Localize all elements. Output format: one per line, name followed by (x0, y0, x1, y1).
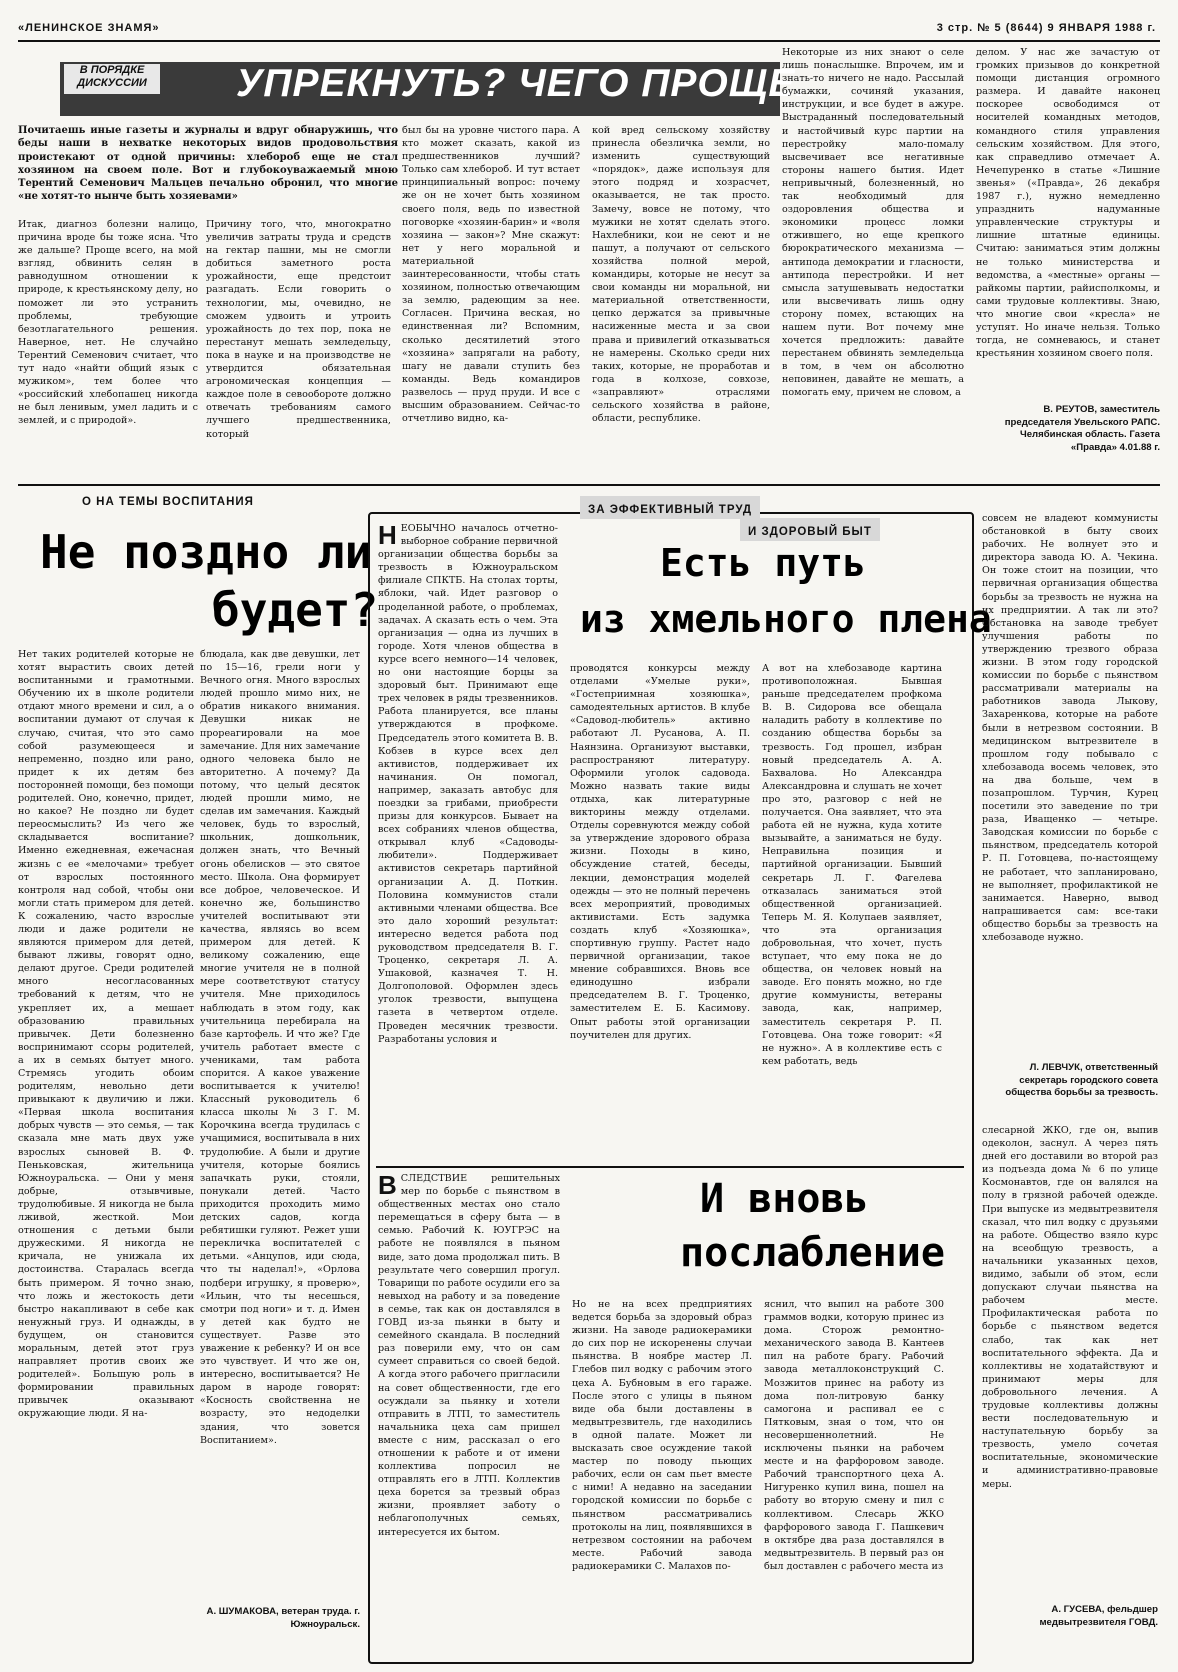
article3-column-1 (378, 522, 558, 1162)
article3-signature: Л. ЛЕВЧУК, ответственный секретарь городского совета общества борьбы за трезвость. (1005, 1062, 1158, 1098)
article2-column-1: Нет таких родителей которые не хотят вырастить своих детей воспитанными и грамотными. Обучению их в школе родители отдают много времени и сил, а о воспитании думают от случая к случаю, считая, что это само собой разумеющееся и непременно, поздно или рано, придет к их детям без посторонней помощи, без помощи родителей. Оно, конечно, придет, но какое? Не поздно ли будет переосмыслить? Из чего же складывается воспитание? Именно ежедневная, ежечасная жизнь с ее «мелочами» требует от взрослых постоянного контроля над собой, чтобы они могли стать примером для детей. К сожалению, часто взрослые люди и даже родители не являются примером для детей, бывают лживы, говорят одно, делают другое. Среди родителей много несогласованных требований к детям, что не укрепляет их, а мешает образованию правильных привычек. Дети болезненно воспринимают ссоры родителей, а их в семьях бытует много. Стремясь угодить обоим родителям, невольно дети привыкают к двуличию и лжи. «Первая школа воспитания добрых чувств — это семья, — так сказала мне мать двух уже взрослых сыновей В. Ф. Пеньковская, жительница Южноуральска. — Они у меня добрые, отзывчивые, трудолюбивые. Я никогда не была лживой, жесткой. Мои отношения с детьми были дружескими. Я никогда не кричала, не унижала их достоинства. Старалась всегда быть примером. Я точно знаю, что ложь и жестокость дети быстро накапливают в себе как ненужный груз. И однажды, в будущем, он становится моральным, детей этот груз направляет против своих же родителей». Большую роль в формировании правильных привычек оказывают окружающие люди. Я на- (18, 649, 194, 1420)
article1-column-2: Причину того, что, многократно увеличив затраты труда и средств на гектар пашни, мы не смогли добиться заметного роста урожайности, еще предстоит разгадать. Если говорить о технологии, мы, очевидно, не сможем удвоить и утроить урожайность до тех пор, пока не перестанут мешать земледельцу, пока в науке и на производстве не утвердится обязательная агрономическая концепция — каждое поле в севообороте должно отвечать требованиям самого лучшего предшественника, который (206, 219, 391, 440)
dropcap-n: Н (378, 522, 397, 550)
article4-column-3: яснил, что выпил на работе 300 граммов водки, которую принес из дома. Сторож ремонтно-механического завода В. Кантеев пил на работе брагу. Рабочий завода металлоконструкций С. Мозжитов принес на работу из дома пол-литровую банку самогона и распивал ее с Пятковым, зная о том, что он несовершеннолетний. Не исключены пьянки на рабочем месте и на фарфоровом заводе. Рабочий транспортного цеха А. Нигуренко купил вина, пошел на работу во вторую смену и пил с коллективом. Слесарь ЖКО фарфорового завода Г. Пашкевич в октябре два раза доставлялся в медвытрезвитель. В первый раз он был доставлен с рабочего места из (764, 1299, 944, 1572)
article3-column-4: совсем не владеют коммунисты обстановкой в быту своих рабочих. Не волнует это и директора завода Ю. А. Чекина. Он тоже стоит на позиции, что первичная организация общества борьбы за трезвость не нужна на их предприятии. А так ли это? Обстановка на заводе требует улучшения работы по утверждению трезвого образа жизни. В этом году городской комиссии по борьбе с пьянством рассматривали материалы на работников завода Лыкову, Захаренкова, которые на работе были в нетрезвом состоянии. В медицинском вытрезвителе в прошлом году побывало с хлебозавода восемь человек, это на два больше, чем в позапрошлом. Турчин, Курец посетили это заведение по три раза, Иващенко — четыре. Заводская комиссии по борьбе с пьянством, председатель которой Р. П. Готовцева, по-настоящему не работает, что запланировано, не выполняет, профилактикой не занимается. Наверно, вывод напрашивается сам: все-таки общество борьбы за трезвость на хлебозаводе нужно. (982, 513, 1158, 943)
education-rubric: О НА ТЕМЫ ВОСПИТАНИЯ (82, 496, 254, 508)
article4-title-line1: И вновь (700, 1176, 869, 1222)
article2-title-line2: будет? (212, 583, 379, 637)
dropcap-v: В (378, 1172, 397, 1200)
article1-title: УПРЕКНУТЬ? ЧЕГО ПРОЩЕ... (236, 62, 831, 105)
article2-signature: А. ШУМАКОВА, ветеран труда. г. Южноуральск. (206, 1606, 360, 1630)
rubric-b-text: И ЗДОРОВЫЙ БЫТ (748, 526, 872, 538)
issue-info: 3 стр. № 5 (8644) 9 ЯНВАРЯ 1988 г. (936, 22, 1156, 34)
sobriety-rubric-a (580, 496, 760, 519)
top-rule (18, 40, 1160, 42)
article4-title-line2: послабление (680, 1230, 945, 1276)
article1-signature: В. РЕУТОВ, заместитель председателя Увельского РАПС. Челябинская область. Газета «Правда» 4.01.88 г. (1004, 404, 1160, 453)
article2-column-2: блюдала, как две девушки, лет по 15—16, грели ноги у Вечного огня. Много взрослых людей прошло мимо них, не обратив никакого внимания. Девушки никак не прореагировали на мое замечание. Для них замечание одного человека было не авторитетно. А почему? Да потому, что целый десяток людей прошли мимо, не сделав им замечания. Каждый человек, будь то взрослый, школьник, дошкольник, должен знать, что Вечный огонь обелисков — это святое место. Школа. Она формирует все доброе, человеческое. И конечно же, большинство учителей воспитывают эти качества, являясь во всем примером для детей. К великому сожалению, еще многие учителя не в полной мере соответствуют статусу учителя. Мне приходилось наблюдать в этом году, как учительница перебирала на базе картофель. И что же? Где учитель работает вместе с учениками, там работа спорится. А какое уважение воспитывается к учителю! Классный руководитель 6 класса школы № 3 Г. М. Корочкина всегда трудилась с учащимися, воспитывала в них трудолюбие. А были и другие учителя, которые боялись запачкать руки, стояли, понукали детей. Часто приходится проходить мимо детских садов, когда ребятишки гуляют. Режет уши перекличка воспитателей с детьми. «Анцупов, иди сюда, что ты наделал!», «Орлова подбери игрушку, я проверю», «Ильин, что ты несешься, смотри под ноги» и т. д. Имен у детей как будто не существует. Разве это уважение к ребенку? И он все это чувствует. И что же он, интересно, воспитывается? Не даром в народе говорят: «Косность свойственна не возрасту, это недоделки здания, что зовется Воспитанием». (200, 649, 360, 1446)
article2-title-line1: Не поздно ли (40, 525, 373, 579)
article4-column-1 (378, 1172, 560, 1652)
article1-lead: Почитаешь иные газеты и журналы и вдруг обнаружишь, что беды наши в нехватке некоторых видов продовольствия проистекают от одной причины: хлебороб еще не стал хозяином на своем поле. Вот и глубокоуважаемый мною Терентий Семенович Мальцев печально обронил, что многие «не хотят-то нынче быть хозяевами» (18, 125, 398, 203)
sobriety-rubric-b (740, 518, 880, 541)
article1-column-4: кой вред сельскому хозяйству принесла обезличка земли, но изменить существующий «порядок», даже используя для этого подряд и хозрасчет, оказывается, не так просто. Замечу, вовсе не потому, что мужики не хотят сделать этого. Нахлебники, кои не сеют и не пашут, а получают от сельского хозяйства полной мерой, командиры, которые не несут за свои команды ни моральной, ни материальной ответственности, цепко держатся за привычные насиженные места и за свои права и привилегий отказываться не намерены. Сколько среди них таких, которые, не проработав и года в колхозе, совхозе, «заправляют» отраслями сельского хозяйства в районе, области, республике. (592, 125, 770, 425)
article3-column-2: проводятся конкурсы между отделами «Умелые руки», «Гостеприимная хозяюшка», самодеятельных артистов. В клубе «Садовод-любитель» активно работают Л. Русанова, А. П. Наянзина. Организуют выставки, распространяют литературу. Оформили уголок садовода. Можно назвать такие виды отдыха, как литературные викторины между отделами. Отделы соревнуются между собой за утверждение здорового образа жизни. Походы в кино, обсуждение статей, беседы, лекции, демонстрация моделей одежды — это не полный перечень всех мероприятий, проводимых активистами. Есть задумка создать клуб «Хозяюшка», спортивную группу. Растет надо первичной организации, такое мнение собравшихся. Вновь все единодушно избрали председателем В. Г. Троценко, заместителем Е. Б. Касимову. Опыт работы этой организации поучителен для других. (570, 663, 750, 1041)
article3-title-line1: Есть путь (660, 541, 866, 585)
discussion-rubric: В ПОРЯДКЕ ДИСКУССИИ (64, 64, 160, 94)
article1-column-5: Некоторые из них знают о селе лишь понаслышке. Впрочем, им и знать-то ничего не надо. Рассылай бумажки, сочиняй указания, инструкции, и все будет в ажуре. Выстраданный последовательный и настойчивый курс партии на перестройку мало-помалу высвечивает все негативные стороны нашего бытия. Идет непривычный, болезненный, но так необходимый для оздоровления общества и экономики процесс ломки отжившего, но еще крепкого бюрократического механизма — антипода демократии и гласности, антипода перестройки. И нет смысла затушевывать недостатки или высвечивать лишь одну сторону помех, встающих на нашем пути. Вот почему мне хочется предложить: давайте перестанем обвинять земледельца в том, в чем он абсолютно неповинен, давайте не мешать, а помогать ему, причем не словом, а (782, 47, 964, 399)
rubric-a-text: ЗА ЭФФЕКТИВНЫЙ ТРУД (588, 504, 753, 516)
article1-column-6: делом. У нас же зачастую от громких призывов до конкретной помощи дистанция огромного размера. И давайте наконец поскорее освободимся от носителей командных методов, командного стиля управления сельским хозяйством. Для этого, как справедливо отмечает А. Нечепуренко в статье «Лишние звенья» («Правда», 26 декабря 1987 г.), нужно немедленно упразднить надуманные управленческие структуры и лишние штатные единицы. Считаю: заниматься этим должны не только министерства и ведомства, а «местные» органы — райкомы партии, райисполкомы, и сами трудовые коллективы. Знаю, что многие свои «кресла» не уступят. Но иначе нельзя. Только тогда, не сомневаюсь, и станет крестьянин хозяином своего поля. (976, 47, 1160, 360)
article4-column-4: слесарной ЖКО, где он, выпив одеколон, заснул. А через пять дней его доставили во второй раз из подъезда дома № 6 по улице Космонавтов, где он валялся на полу в грязной рабочей одежде. При выпуске из медвытрезвителя сказал, что пил водку с друзьями на работе. Общество взяло курс на всеобщую трезвость, а начальники указанных цехов, видимо, забыли об этом, если допускают случаи пьянства на рабочем месте. Профилактическая работа по борьбе с пьянством ведется слабо, так как нет воспитательного эффекта. Да и коллективы не ходатайствуют и принимают меры для добровольного лечения. А трудовые коллективы должны вести последовательную и наступательную борьбу за трезвость, умело сочетая воспитательные, экономические и административно-правовые меры. (982, 1125, 1158, 1490)
newspaper-name: «ЛЕНИНСКОЕ ЗНАМЯ» (18, 22, 160, 34)
article4-signature: А. ГУСЕВА, фельдшер медвытрезвителя ГОВД. (1039, 1604, 1158, 1628)
article4-column-1-text: СЛЕДСТВИЕ решительных мер по борьбе с пьянством в общественных местах оно стало перемещаться в сферу быта — в семью. Рабочий К. ЮУГРЭС на работе не появлялся в пьяном виде, зато дома продолжал пить. В результате чего совершил прогул. Товарищи по работе осудили его за невыход на работу и за поведение в семье, так как он доставлялся в ГОВД из-за пьянки в быту и семейного скандала. В последний раз поверили ему, что он сам сумеет справиться со своей бедой. А когда этого рабочего пригласили на совет общественности, где его осуждали за пьянку и хотели отправить в ЛТП, то заместитель начальника цеха сам пришел вместе с ним, рассказал о его отношении к работе и от имени коллектива попросил не отправлять его в ЛТП. Коллектив цеха борется за трезвый образ жизни, проявляет заботу о неблагополучных семьях, интересуется их бытом. (378, 1173, 560, 1538)
article4-column-2: Но не на всех предприятиях ведется борьба за здоровый образ жизни. На заводе радиокерамики до сих пор не искоренены случаи пьянства. В ноябре мастер Л. Глебов пил водку с рабочим этого цеха А. Бубновым в его гараже. После этого с улицы в пьяном виде оба были доставлены в медвытрезвитель, где находились в одной палате. Может ли высказать свое осуждение такой мастер по поводу пьющих рабочих, если он сам пьет вместе с ними! А недавно на заседании городской комиссии по борьбе с пьянством рассматривались протоколы на лиц, появлявшихся в нетрезвом состоянии на рабочем месте. Рабочий завода радиокерамики С. Малахов по- (572, 1299, 752, 1572)
article1-column-1: Итак, диагноз болезни налицо, причина вроде бы тоже ясна. Что же дальше? Проще всего, на мой взгляд, обвинить селян в равнодушном отношении к природе, к крестьянскому делу, но поможет ли это устранить проблемы, требующие безотлагательного решения. Наверное, нет. Не случайно Терентий Семенович считает, что тут надо «найти общий язык с мужиком», тем более что «российский хлебопашец никогда не был ленивым, умел ладить и с землей, и с природой». (18, 219, 198, 427)
article3-title-line2: из хмельного плена (580, 597, 992, 641)
inner-divider (376, 1166, 964, 1168)
article3-column-1-text: ЕОБЫЧНО началось отчетно-выборное собрание первичной организации общества борьбы за трезвость в Южноуральском филиале СПКТБ. На столах торты, яблоки, чай. Идет разговор о проделанной работе, о проблемах, задачах. А сказать есть о чем. Эта организация — одна из лучших в городе. Хотя членов общества в курсе всего немного—14 человек, но они настоящие борцы за здоровый быт. Принимают еще трех человек в ряды трезвенников. Работа планируется, все планы утверждаются в профкоме. Председатель этого комитета В. В. Кобзев в курсе всех дел активистов, поддерживает их начинания. Он помогал, например, заказать автобус для поездки за грибами, приобрести призы для конкурсов. Бывает на всех собраниях членов общества, открывал клуб «Садоводы-любители». Поддерживает активистов секретарь партийной организации А. Д. Поткин. Половина коммунистов стали активными членами общества. Все это дало хороший результат: интересно ведется работа под руководством председателя В. Г. Троценко, секретаря Л. А. Ушаковой, казначея Т. Н. Долгополовой. Оформлен здесь уголок трезвости, выпущена газета в четвертом отделе. Проведен месячник трезвости. Разработаны условия и (378, 523, 558, 1045)
section-divider (18, 484, 1160, 486)
article3-column-3: А вот на хлебозаводе картина противоположная. Бывшая раньше председателем профкома В. В. Сидорова все обещала наладить работу в коллективе по созданию общества борьбы за трезвость. Год прошел, избран новый председатель А. А. Бахвалова. Но Александра Александровна и слушать не хочет про это, разговор с ней не получается. Она заявляет, что эта работа ей не нужна, куда хотите вызывайте, а заниматься не буду. Неправильна позиция и партийной организации. Бывший секретарь Л. Г. Фагелева отказалась заниматься этой общественной организацией. Теперь М. Я. Колупаев заявляет, что эта организация добровольная, что хочет, пусть вступает, что ему пока не до общества, он человек новый на заводе. Его понять можно, но где другие коммунисты, ветераны завода, как, например, заместитель секретаря Р. П. Готовцева. Она тоже говорит: «Я не нужно». А в коллективе есть с кем работать, ведь (762, 663, 942, 1067)
article1-column-3: был бы на уровне чистого пара. А кто может сказать, какой из предшественников лучший? Только сам хлебороб. И тут встает принципиальный вопрос: почему же он не хочет быть хозяином своего поля, ведь по известной поговорке «хозяин-барин» и «воля хозяина — закон»? Мне скажут: нет у него моральной и материальной заинтересованности, чтобы стать хозяином, полностью отвечающим за землю, радеющим за нее. Согласен. Причина веская, но единственная ли? Вспомним, сколько десятилетий этого «хозяина» запрягали на работу, шагу не давали ступить без команды. Ведь командиров развелось — пруд пруди. И все с высшим образованием. Сейчас-то отчетливо видно, ка- (402, 125, 580, 425)
